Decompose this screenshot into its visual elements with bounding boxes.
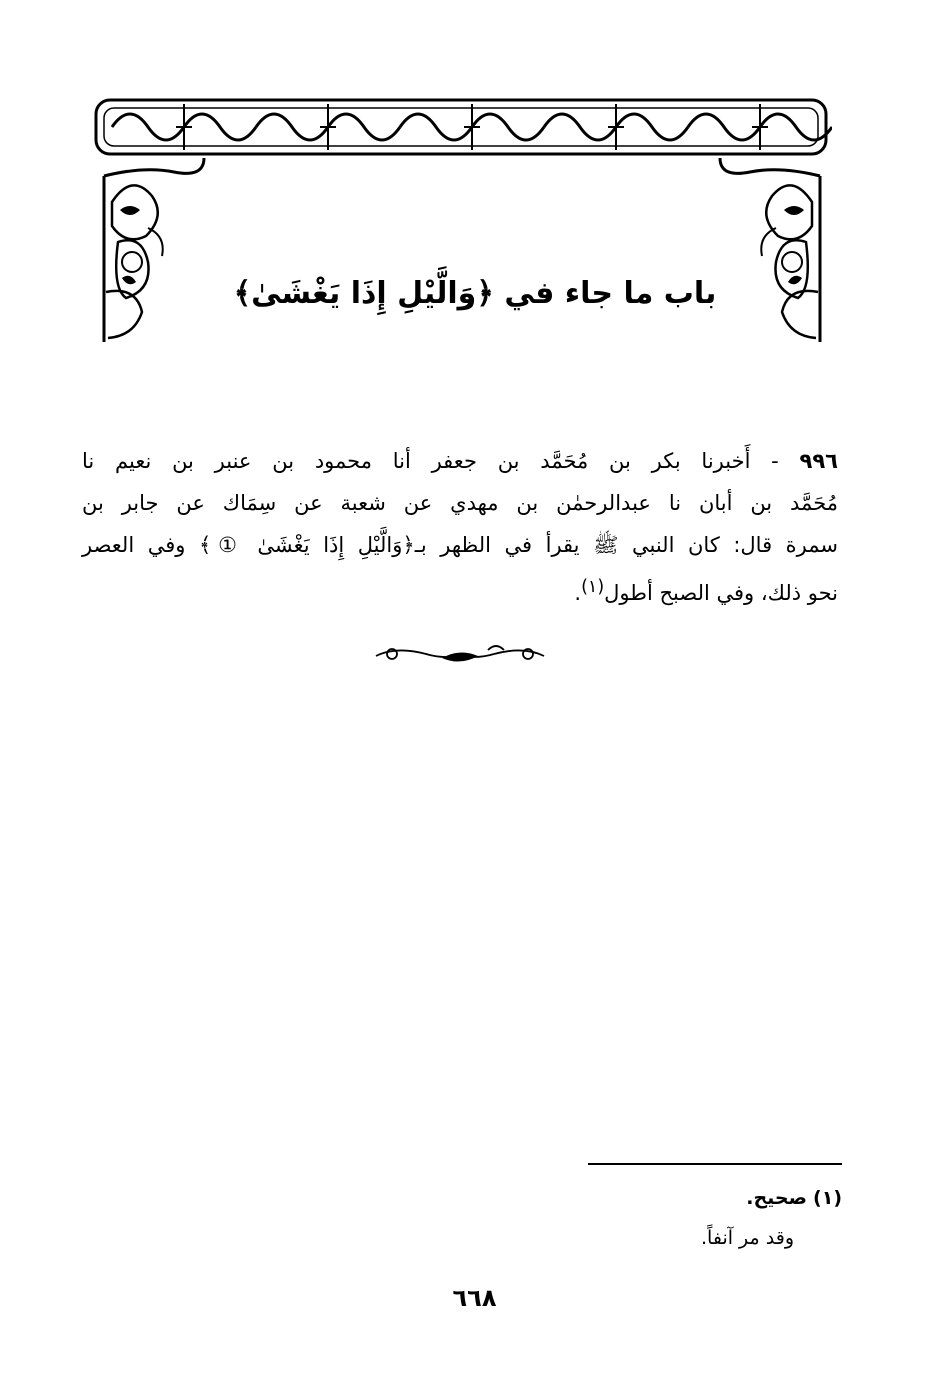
footnotes (560, 1178, 842, 1258)
hadith-line-text: - أَخبرنا بكر بن مُحَمَّد بن جعفر أنا محمود بن عنبر بن نعيم نا (82, 449, 779, 473)
hadith-line-text: وفي العصر (82, 533, 186, 557)
footnote-note: وقد مر آنفاً. (701, 1227, 794, 1249)
hadith-line-text: . (574, 581, 582, 605)
quran-verse: ﴿وَالَّيْلِ إِذَا يَغْشَىٰ ①﴾ (198, 533, 415, 557)
hadith-line-text: سمرة قال: كان النبي ﷺ يقرأ في الظهر بـ (414, 533, 838, 557)
footnote-item (560, 1178, 842, 1218)
footnote-reference: (١) (581, 577, 605, 597)
ornamental-header-frame (92, 92, 832, 354)
footnote-marker: (١) (813, 1187, 842, 1209)
page-number: ٦٦٨ (452, 1284, 497, 1312)
hadith-line (82, 524, 838, 566)
hadith-line (82, 440, 838, 482)
hadith-paragraph (82, 440, 838, 608)
hadith-line: مُحَمَّد بن أبان نا عبدالرحمٰن بن مهدي عن شعبة عن سِمَاك عن جابر بن (82, 491, 838, 515)
ornamental-divider (370, 640, 550, 670)
chapter-title: باب ما جاء في ﴿وَالَّيْلِ إِذَا يَغْشَىٰ﴾ (233, 276, 717, 311)
footnote-separator (588, 1163, 842, 1165)
hadith-line (82, 566, 838, 608)
hadith-number: ٩٩٦ (799, 449, 838, 473)
footnote-grade: صحيح. (746, 1187, 807, 1209)
hadith-line-text: نحو ذلك، وفي الصبح أطول (604, 581, 838, 605)
